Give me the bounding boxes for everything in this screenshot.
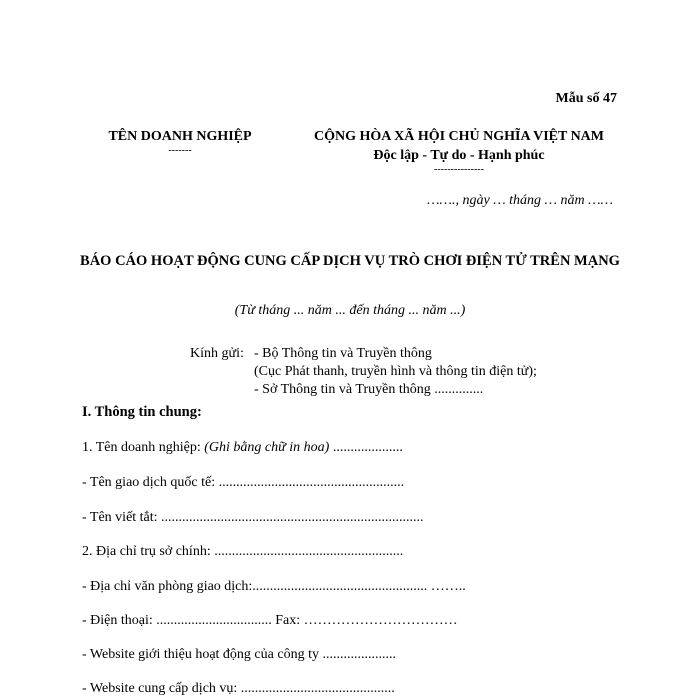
field-company-name: 1. Tên doanh nghiệp: (Ghi bằng chữ in hoa) .................... (82, 440, 403, 455)
form-number: Mẫu số 47 (555, 91, 617, 106)
national-title: CỘNG HÒA XÃ HỘI CHỦ NGHĨA VIỆT NAM (313, 129, 604, 144)
report-period: (Từ tháng ... năm ... đến tháng ... năm ...) (234, 303, 466, 318)
company-header (104, 129, 256, 156)
field-short-name: - Tên viết tắt: ........................................................................... (82, 510, 424, 525)
section-general-info-heading: I. Thông tin chung: (82, 404, 202, 420)
national-header (287, 129, 631, 175)
field-international-name: - Tên giao dịch quốc tế: ..................................................... (82, 475, 405, 490)
field-note: (Ghi bằng chữ in hoa) (204, 440, 330, 455)
recipient-provincial: - Sở Thông tin và Truyền thông .............. (254, 382, 484, 397)
field-phone-fax: - Điện thoại: ................................. Fax: …………………………… (82, 613, 458, 628)
field-office-address: - Địa chỉ văn phòng giao dịch:.................................................. …….. (82, 579, 466, 594)
place-date: ……., ngày … tháng … năm …… (427, 193, 613, 208)
company-header-separator: ------- (168, 145, 192, 156)
national-header-separator: --------------- (434, 164, 484, 175)
field-head-office-address: 2. Địa chỉ trụ sở chính: ...................................................... (82, 544, 404, 559)
recipient-department: (Cục Phát thanh, truyền hình và thông tin điện tử); (254, 364, 537, 379)
national-motto: Độc lập - Tự do - Hạnh phúc (373, 148, 545, 163)
recipients-label: Kính gửi: (190, 346, 244, 361)
report-title: BÁO CÁO HOẠT ĐỘNG CUNG CẤP DỊCH VỤ TRÒ CHƠI ĐIỆN TỬ TRÊN MẠNG (80, 253, 620, 269)
field-service-website: - Website cung cấp dịch vụ: ............................................ (82, 681, 395, 696)
recipient-ministry: - Bộ Thông tin và Truyền thông (254, 346, 432, 361)
company-name-heading: TÊN DOANH NGHIỆP (108, 129, 252, 144)
recipients-block (190, 345, 537, 399)
field-company-website: - Website giới thiệu hoạt động của công ty ..................... (82, 647, 396, 662)
